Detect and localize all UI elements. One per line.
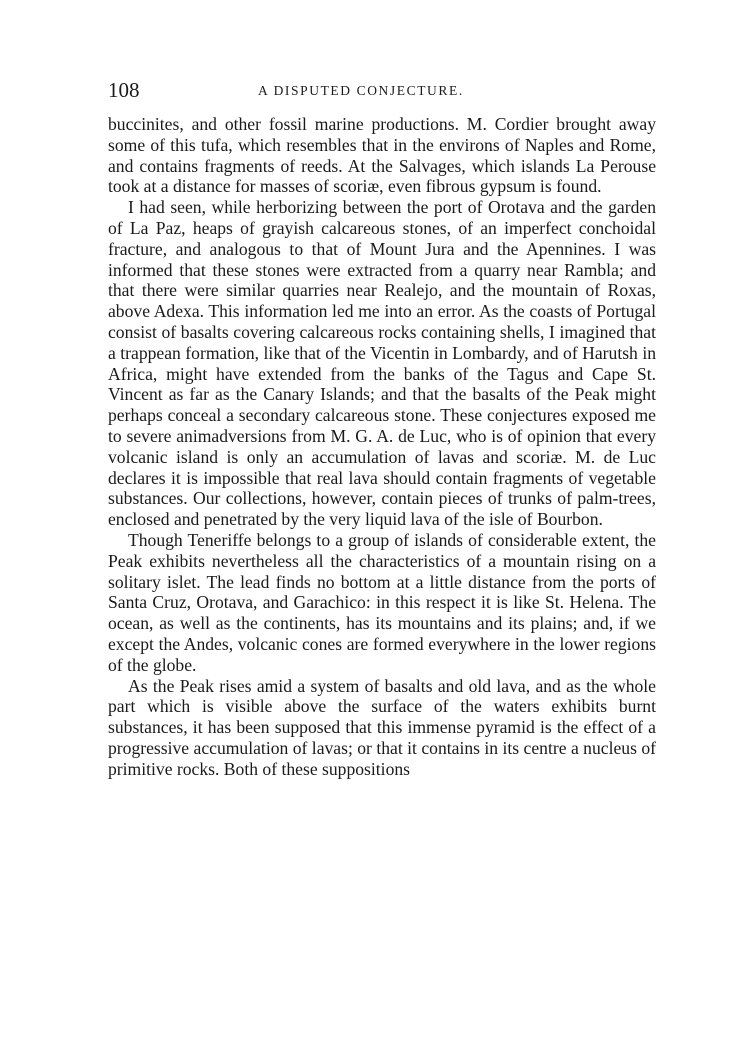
paragraph-continued: buccinites, and other fossil marine productions. M. Cordier brought away some of this tufa, which resembles that in the environs of Naples and Rome, and contains fragments of reeds. At the Salvages, which islands La Perouse took at a distance for masses of scoriæ, even fibrous gypsum is found. bbox=[108, 114, 656, 197]
paragraph-orotava-stones: I had seen, while herborizing between the port of Orotava and the garden of La Paz, heaps of grayish calcareous stones, of an imperfect conchoidal fracture, and analogous to that of Mount Jura and the Apennines. I was informed that these stones were extracted from a quarry near Rambla; and that there were similar quarries near Realejo, and the mountain of Roxas, above Adexa. This information led me into an error. As the coasts of Portugal consist of basalts covering calcareous rocks containing shells, I imagined that a trappean formation, like that of the Vicentin in Lombardy, and of Harutsh in Africa, might have extended from the banks of the Tagus and Cape St. Vincent as far as the Canary Islands; and that the basalts of the Peak might perhaps conceal a secondary calcareous stone. These conjectures exposed me to severe animadversions from M. G. A. de Luc, who is of opinion that every volcanic island is only an accumulation of lavas and scoriæ. M. de Luc declares it is impossible that real lava should contain fragments of vegetable substances. Our collections, however, contain pieces of trunks of palm-trees, enclosed and penetrated by the very liquid lava of the isle of Bourbon. bbox=[108, 197, 656, 530]
running-title: A DISPUTED CONJECTURE. bbox=[258, 83, 464, 98]
paragraph-teneriffe-peak: Though Teneriffe belongs to a group of islands of considerable extent, the Peak exhibits nevertheless all the characteristics of a mountain rising on a solitary islet. The lead finds no bottom at a little distance from the ports of Santa Cruz, Orotava, and Garachico: in this respect it is like St. Helena. The ocean, as well as the continents, has its mountains and its plains; and, if we except the Andes, volcanic cones are formed everywhere in the lower regions of the globe. bbox=[108, 529, 656, 675]
running-header bbox=[108, 78, 656, 108]
paragraph-peak-basalts: As the Peak rises amid a system of basalts and old lava, and as the whole part which is visible above the surface of the waters exhibits burnt substances, it has been supposed that this immense pyramid is the effect of a progressive accumulation of lavas; or that it contains in its centre a nucleus of primitive rocks. Both of these suppositions bbox=[108, 675, 656, 779]
page-number: 108 bbox=[108, 78, 140, 102]
book-page bbox=[108, 78, 656, 780]
body-text bbox=[108, 114, 656, 780]
